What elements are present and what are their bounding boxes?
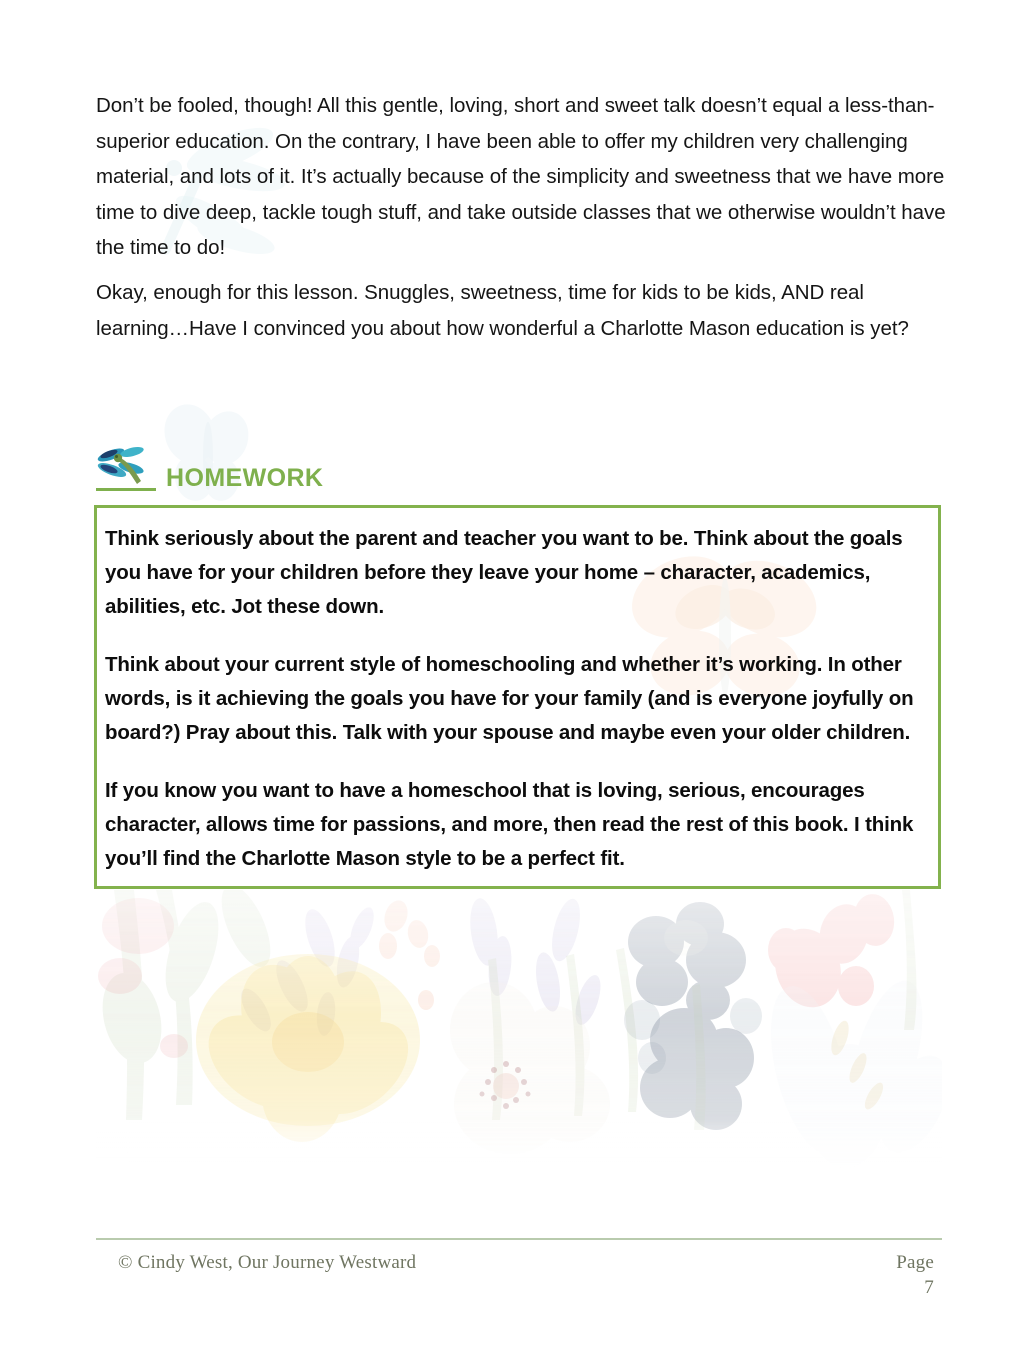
heading-underline bbox=[96, 488, 156, 491]
body-paragraph-1-block bbox=[96, 88, 946, 288]
homework-item-1: Think seriously about the parent and teacher you want to be. Think about the goals you have for your children before they leave your home – character, academics, abilities, etc. Jot these down. bbox=[105, 527, 903, 618]
floral-watercolor-background bbox=[96, 890, 942, 1170]
homework-heading bbox=[96, 440, 323, 492]
footer-page-number: 7 bbox=[924, 1276, 934, 1298]
footer-divider bbox=[96, 1238, 942, 1240]
body-paragraph-2-block bbox=[96, 275, 946, 368]
footer-page-indicator bbox=[896, 1250, 942, 1300]
body-paragraph-1: Don’t be fooled, though! All this gentle, loving, short and sweet talk doesn’t equal a less-than-superior education. On the contrary, I have been able to offer my children very challenging material, and lots of it. It’s actually because of the simplicity and sweetness that we have more time to dive deep, tackle tough stuff, and take outside classes that we otherwise wouldn’t have the time to do! bbox=[96, 94, 946, 259]
page-footer bbox=[96, 1238, 942, 1300]
dragonfly-icon bbox=[96, 442, 150, 490]
footer-copyright: © Cindy West, Our Journey Westward bbox=[118, 1251, 417, 1273]
homework-box bbox=[94, 505, 941, 889]
homework-title: homework bbox=[166, 455, 324, 494]
homework-item-3: If you know you want to have a homeschool that is loving, serious, encourages character, allows time for passions, and more, then read the rest of this book. I think you’ll find the Charlotte Mason style to be a perfect fit. bbox=[105, 779, 914, 870]
body-paragraph-2: Okay, enough for this lesson. Snuggles, sweetness, time for kids to be kids, AND real learning…Have I convinced you about how wonderful a Charlotte Mason education is yet? bbox=[96, 281, 909, 340]
homework-item-2: Think about your current style of homeschooling and whether it’s working. In other words, is it achieving the goals you have for your family (and is everyone joyfully on board?) Pray about this. Talk with your spouse and maybe even your older children. bbox=[105, 653, 914, 744]
footer-page-label: Page bbox=[896, 1251, 934, 1273]
